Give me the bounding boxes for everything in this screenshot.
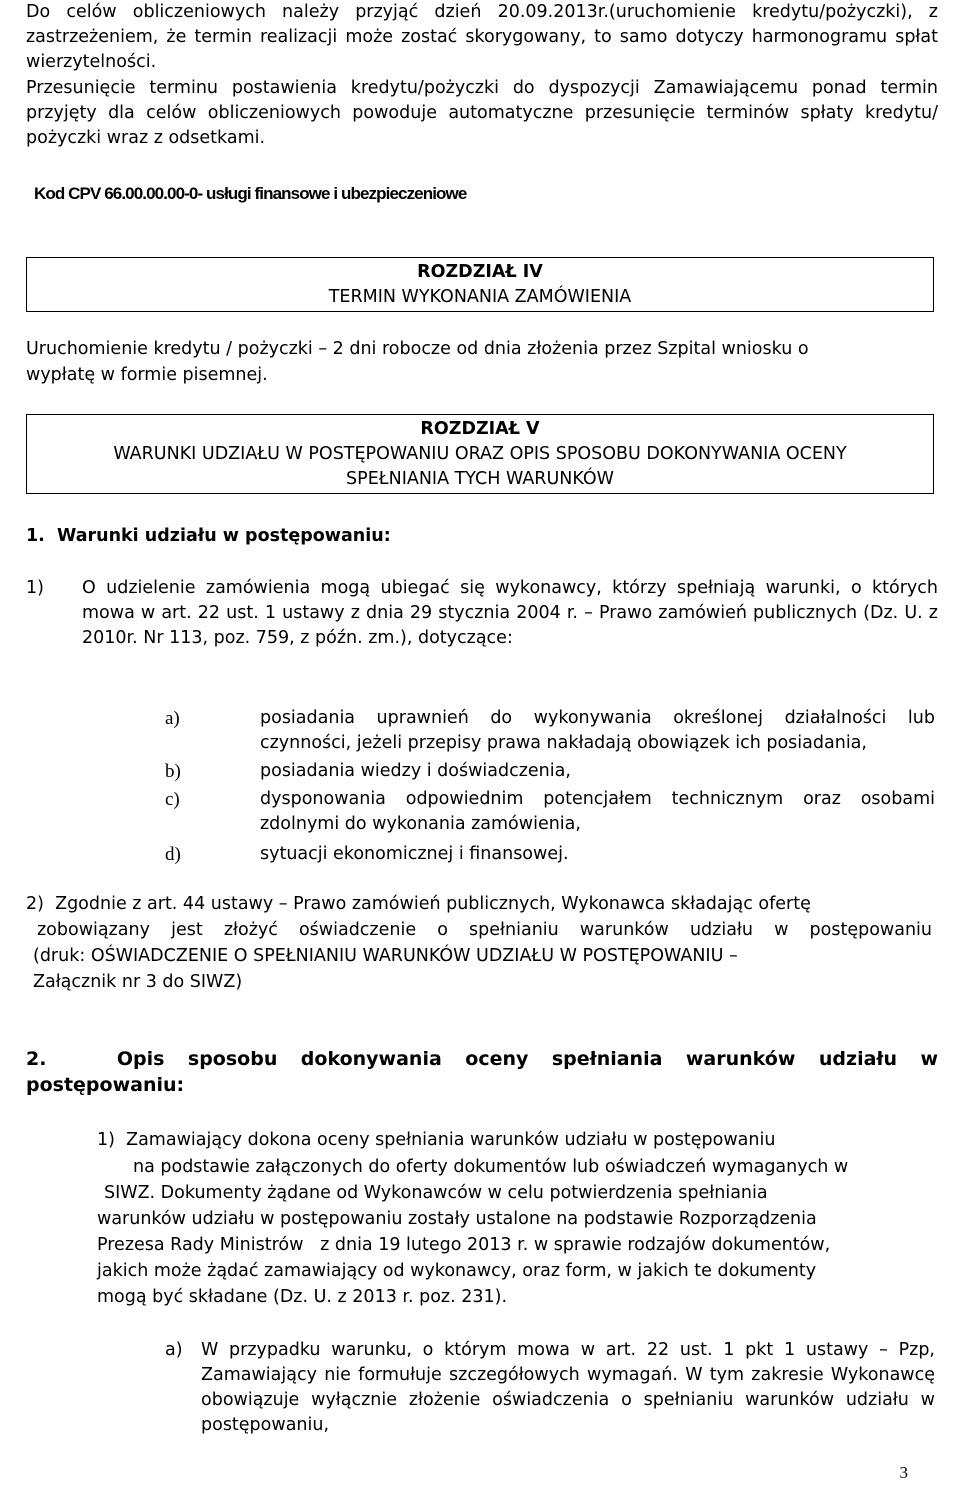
sub-letter-c: c) [165,789,180,810]
chapter-5-title-line-2: SPEŁNIANIA TYCH WARUNKÓW [346,469,614,489]
intro-paragraph-1: Do celów obliczeniowych należy przyjąć dzień 20.09.2013r.(uruchomienie kredytu/pożyczki), z zastrzeżeniem, że termin realizacji może zostać skorygowany, to samo dotyczy harmonogramu spłat wierzytelności. [26,2,938,72]
section-2-sub-text-a: W przypadku warunku, o którym mowa w art. 22 ust. 1 pkt 1 ustawy – Pzp, Zamawiający nie formułuje szczegółowych wymagań. W tym zakresie Wykonawcę obowiązuje wyłącznie złożenie oświadczenia o spełnianiu warunków udziału w postępowaniu, [201,1340,935,1435]
sub-text-c: dysponowania odpowiednim potencjałem technicznym oraz osobami zdolnymi do wykonania zamówienia, [260,789,935,834]
section-2-heading-line-1: 2. Opis sposobu dokonywania oceny spełniania warunków udziału w [26,1048,938,1070]
sub-letter-d: d) [165,844,181,865]
sub-letter-b: b) [165,761,181,782]
section-1-item-2-line-2: zobowiązany jest złożyć oświadczenie o spełnianiu warunków udziału w postępowaniu [37,920,932,940]
section-1-item-2-line-1: 2) Zgodnie z art. 44 ustawy – Prawo zamówień publicznych, Wykonawca składając ofertę [26,894,811,914]
section-1-heading: 1. Warunki udziału w postępowaniu: [26,526,391,546]
page-number: 3 [899,1463,908,1482]
sub-text-a: posiadania uprawnień do wykonywania określonej działalności lub czynności, jeżeli przepisy prawa nakładają obowiązek ich posiadania, [260,708,935,753]
section-2-item-1-line-6: jakich może żądać zamawiający od wykonawcy, oraz form, w jakich te dokumenty [97,1261,817,1281]
sub-text-b: posiadania wiedzy i doświadczenia, [260,761,571,781]
section-2-item-1-line-7: mogą być składane (Dz. U. z 2013 r. poz. 231). [97,1287,508,1307]
cpv-code: Kod CPV 66.00.00.00-0- usługi finansowe i ubezpieczeniowe [34,184,467,203]
section-1-item-2-line-3: (druk: OŚWIADCZENIE O SPEŁNIANIU WARUNKÓW UDZIAŁU W POSTĘPOWANIU – [33,946,738,966]
chapter-5-heading: ROZDZIAŁ V [420,419,540,439]
chapter-4-title: TERMIN WYKONANIA ZAMÓWIENIA [328,287,632,307]
section-2-sub-letter-a: a) [165,1340,183,1360]
section-1-item-1 [26,576,938,651]
chapter-4-text-line-2: wypłatę w formie pisemnej. [26,365,268,385]
section-2-item-1-line-1: 1) Zamawiający dokona oceny spełniania warunków udziału w postępowaniu [97,1130,776,1150]
chapter-5-title-line-1: WARUNKI UDZIAŁU W POSTĘPOWANIU ORAZ OPIS SPOSOBU DOKONYWANIA OCENY [113,444,847,464]
chapter-5-header [26,414,934,494]
sub-text-d: sytuacji ekonomicznej i finansowej. [260,844,569,864]
intro-paragraph-2: Przesunięcie terminu postawienia kredytu/pożyczki do dyspozycji Zamawiającemu ponad termin przyjęty dla celów obliczeniowych powoduje automatyczne przesunięcie terminów spłaty kredytu/ pożyczki wraz z odsetkami. [26,78,938,148]
section-2-item-1-line-4: warunków udziału w postępowaniu zostały ustalone na podstawie Rozporządzenia [97,1209,817,1229]
section-2-item-1-line-3: SIWZ. Dokumenty żądane od Wykonawców w celu potwierdzenia spełniania [104,1183,768,1203]
item-number: 1) [26,578,44,598]
sub-letter-a: a) [165,708,180,729]
section-1-item-2-line-4: Załącznik nr 3 do SIWZ) [33,972,243,992]
chapter-4-heading: ROZDZIAŁ IV [417,262,543,282]
section-2-item-1-line-5: Prezesa Rady Ministrów z dnia 19 lutego 2013 r. w sprawie rodzajów dokumentów, [97,1235,831,1255]
item-text: O udzielenie zamówienia mogą ubiegać się wykonawcy, którzy spełniają warunki, o których mowa w art. 22 ust. 1 ustawy z dnia 29 stycznia 2004 r. – Prawo zamówień publicznych (Dz. U. z 2010r. Nr 113, poz. 759, z późn. zm.), dotyczące: [82,578,938,648]
section-2-heading-line-2: postępowaniu: [26,1074,185,1096]
chapter-4-header [26,257,934,312]
section-2-item-1-line-2: na podstawie załączonych do oferty dokumentów lub oświadczeń wymaganych w [133,1157,849,1177]
chapter-4-text-line-1: Uruchomienie kredytu / pożyczki – 2 dni robocze od dnia złożenia przez Szpital wniosku o [26,339,809,359]
